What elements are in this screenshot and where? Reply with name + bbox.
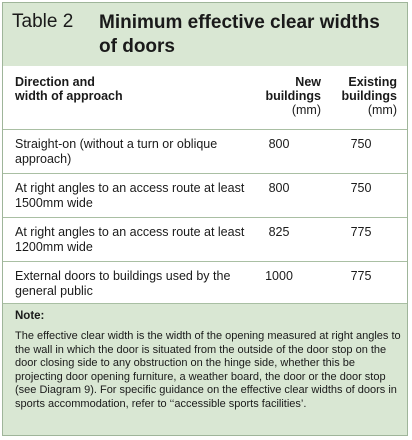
table-header [3,3,407,66]
table-row [3,261,407,305]
row-existing-width: 750 [350,181,372,195]
table-label: Table 2 [12,11,74,32]
table-note [3,303,407,435]
table-row [3,217,407,261]
row-existing-width: 775 [350,269,372,283]
column-header-existing-buildings: Existing buildings (mm) [341,75,397,117]
column-header-new-buildings: New buildings (mm) [265,75,321,117]
note-heading: Note: [15,310,45,322]
column-header-direction: Direction and width of approach [15,75,123,103]
row-description: Straight-on (without a turn or oblique approach) [15,137,218,166]
row-description: External doors to buildings used by the general public [15,269,231,298]
table-row [3,173,407,217]
table-title: Minimum effective clear widths of doors [99,12,380,57]
row-description: At right angles to an access route at least 1500mm wide [15,181,245,210]
table-body [3,129,407,305]
row-new-width: 800 [268,181,290,195]
row-new-width: 1000 [265,269,293,283]
row-new-width: 800 [268,137,290,151]
table-row [3,129,407,173]
row-new-width: 825 [268,225,290,239]
row-existing-width: 775 [350,225,372,239]
note-text: The effective clear width is the width of the opening measured at right angles to the wall in which the door is situated from the outside of the door stop on the door closing side to any obstruction on the hinge side, whether this be projecting door opening furniture, a weather board, the door or the door stop (see Diagram 9). For specific guidance on the effective clear widths of doors in sports accommodation, refer to ‘‘accessible sports facilities’. [15,330,401,410]
row-description: At right angles to an access route at least 1200mm wide [15,225,245,254]
table-frame [2,2,408,436]
row-existing-width: 750 [350,137,372,151]
